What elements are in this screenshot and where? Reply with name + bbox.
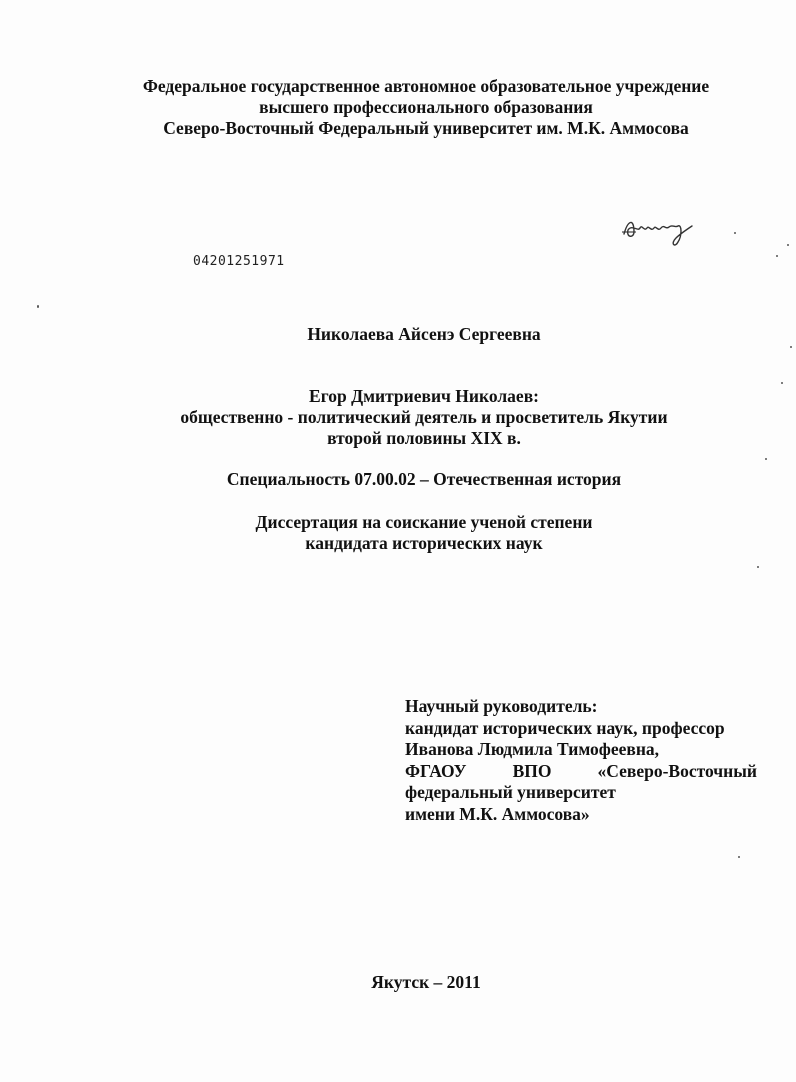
title-line-2: общественно - политический деятель и просветитель Якутии bbox=[180, 407, 668, 427]
archive-code: 04201251971 bbox=[193, 254, 285, 269]
scan-speck bbox=[776, 255, 778, 257]
advisor-block bbox=[405, 696, 757, 825]
scan-speck bbox=[790, 346, 792, 348]
degree-statement bbox=[26, 512, 796, 554]
advisor-degree: кандидат исторических наук, профессор bbox=[405, 717, 725, 738]
degree-line-1: Диссертация на соискание ученой степени bbox=[255, 512, 593, 532]
degree-line-2: кандидата исторических наук bbox=[305, 533, 543, 553]
title-line-3: второй половины XIX в. bbox=[327, 428, 521, 448]
scan-speck bbox=[734, 232, 736, 234]
advisor-org-line-2: федеральный университет bbox=[405, 782, 616, 802]
advisor-name: Иванова Людмила Тимофеевна, bbox=[405, 739, 660, 759]
city-year: Якутск – 2011 bbox=[371, 972, 481, 992]
institution-line-1: Федеральное государственное автономное образовательное учреждение bbox=[142, 76, 710, 96]
title-line-1: Егор Дмитриевич Николаев: bbox=[309, 386, 539, 406]
advisor-org-word-2: ВПО bbox=[512, 760, 552, 781]
advisor-org-line-1 bbox=[405, 761, 757, 783]
scan-speck bbox=[765, 458, 767, 460]
institution-line-3: Северо-Восточный Федеральный университет им. М.К. Аммосова bbox=[163, 118, 689, 138]
signature-icon bbox=[620, 212, 700, 252]
scan-speck bbox=[787, 244, 789, 246]
scan-speck bbox=[781, 382, 783, 384]
advisor-org-line-3: имени М.К. Аммосова» bbox=[405, 803, 590, 824]
scan-speck bbox=[757, 566, 759, 568]
advisor-org-word-3: «Северо-Восточный bbox=[597, 760, 757, 781]
specialty: Специальность 07.00.02 – Отечественная история bbox=[226, 469, 622, 489]
dissertation-title bbox=[26, 386, 796, 449]
scan-speck bbox=[738, 856, 740, 858]
advisor-org-word-1: ФГАОУ bbox=[405, 760, 467, 781]
institution-header bbox=[28, 76, 796, 139]
author-name: Николаева Айсенэ Сергеевна bbox=[307, 324, 541, 344]
scan-speck bbox=[37, 305, 39, 308]
institution-line-2: высшего профессионального образования bbox=[259, 97, 593, 117]
advisor-label: Научный руководитель: bbox=[405, 696, 598, 716]
